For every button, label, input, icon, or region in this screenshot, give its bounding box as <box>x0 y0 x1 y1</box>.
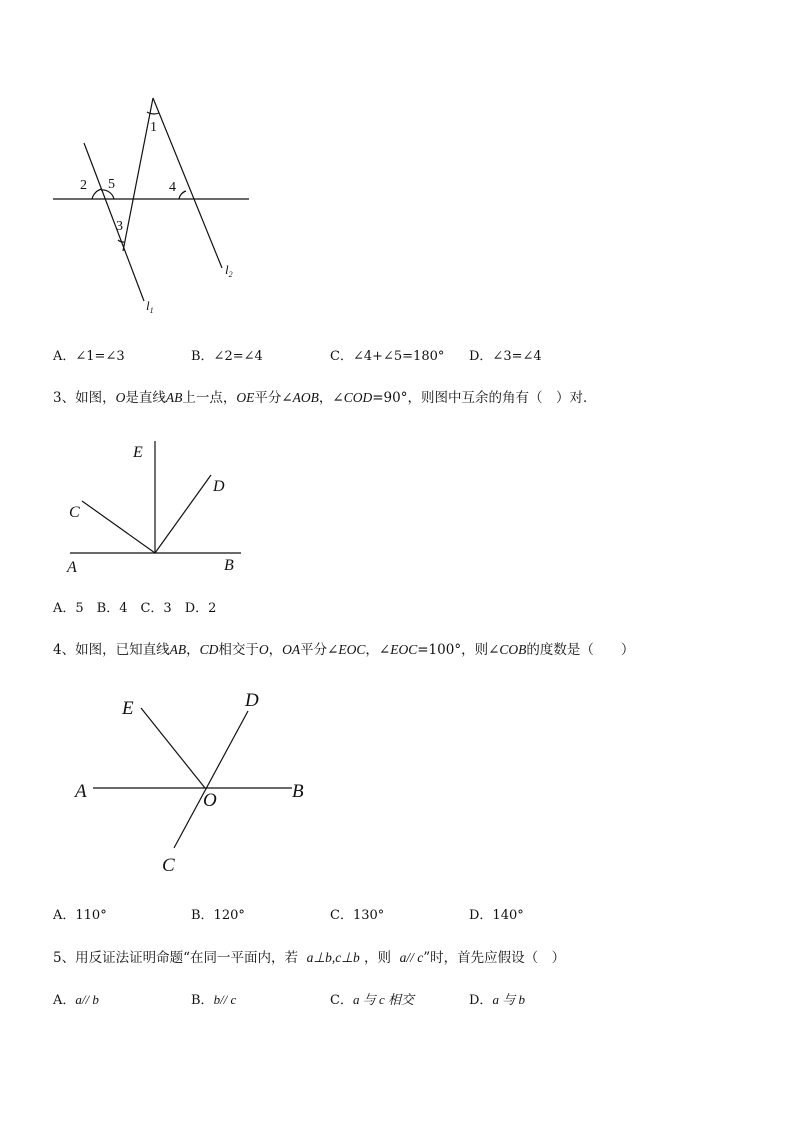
q2-option-a: A．∠1=∠3 <box>53 349 125 364</box>
label-d: D <box>245 690 259 711</box>
q5-option-a: A．a// b <box>53 992 99 1008</box>
label-a: A <box>67 559 77 576</box>
angle-label-4: 4 <box>169 180 176 195</box>
q4-stem: 4、如图，已知直线AB，CD相交于O，OA平分∠EOC，∠EOC=100°，则∠COB的度数是（ ） <box>53 642 635 658</box>
q2-option-b: B．∠2=∠4 <box>191 349 263 364</box>
ray-oe <box>141 708 205 788</box>
q2-option-d: D．∠3=∠4 <box>469 349 542 364</box>
label-b: B <box>292 781 304 802</box>
q4-option-b: B．120° <box>191 908 245 923</box>
q5-option-b: B．b// c <box>191 992 237 1008</box>
line-label-l1: $l_1$ <box>146 298 154 315</box>
label-d: D <box>213 478 225 495</box>
label-e: E <box>133 444 143 461</box>
angle-label-2: 2 <box>80 178 87 193</box>
angle-label-5: 5 <box>108 177 115 192</box>
angle-label-1: 1 <box>150 120 157 135</box>
label-o: O <box>203 790 217 811</box>
line-label-l2: $l_2$ <box>225 262 233 279</box>
q2-option-c: C．∠4+∠5=180° <box>330 349 445 364</box>
q4-option-a: A．110° <box>53 908 107 923</box>
q3-options: A．5 B．4 C．3 D．2 <box>53 601 217 616</box>
q4-option-c: C．130° <box>330 908 385 923</box>
label-c: C <box>69 504 80 521</box>
label-b: B <box>224 557 234 574</box>
q3-stem: 3、如图，O是直线AB上一点，OE平分∠AOB，∠COD=90°，则图中互余的角有（ ）对． <box>53 390 597 406</box>
q5-stem: 5、用反证法证明命题“在同一平面内，若 a⊥b,c⊥b ，则 a// c”时，首先应假设（ ） <box>53 950 566 966</box>
q4-option-d: D．140° <box>469 908 524 923</box>
label-e: E <box>122 698 134 719</box>
q5-option-c: C．a 与 c 相交 <box>330 992 414 1008</box>
q5-option-d: D．a 与 b <box>469 992 525 1008</box>
label-a: A <box>75 781 87 802</box>
angle-label-3: 3 <box>116 219 123 234</box>
label-c: C <box>162 855 175 876</box>
line-cd <box>174 711 248 848</box>
